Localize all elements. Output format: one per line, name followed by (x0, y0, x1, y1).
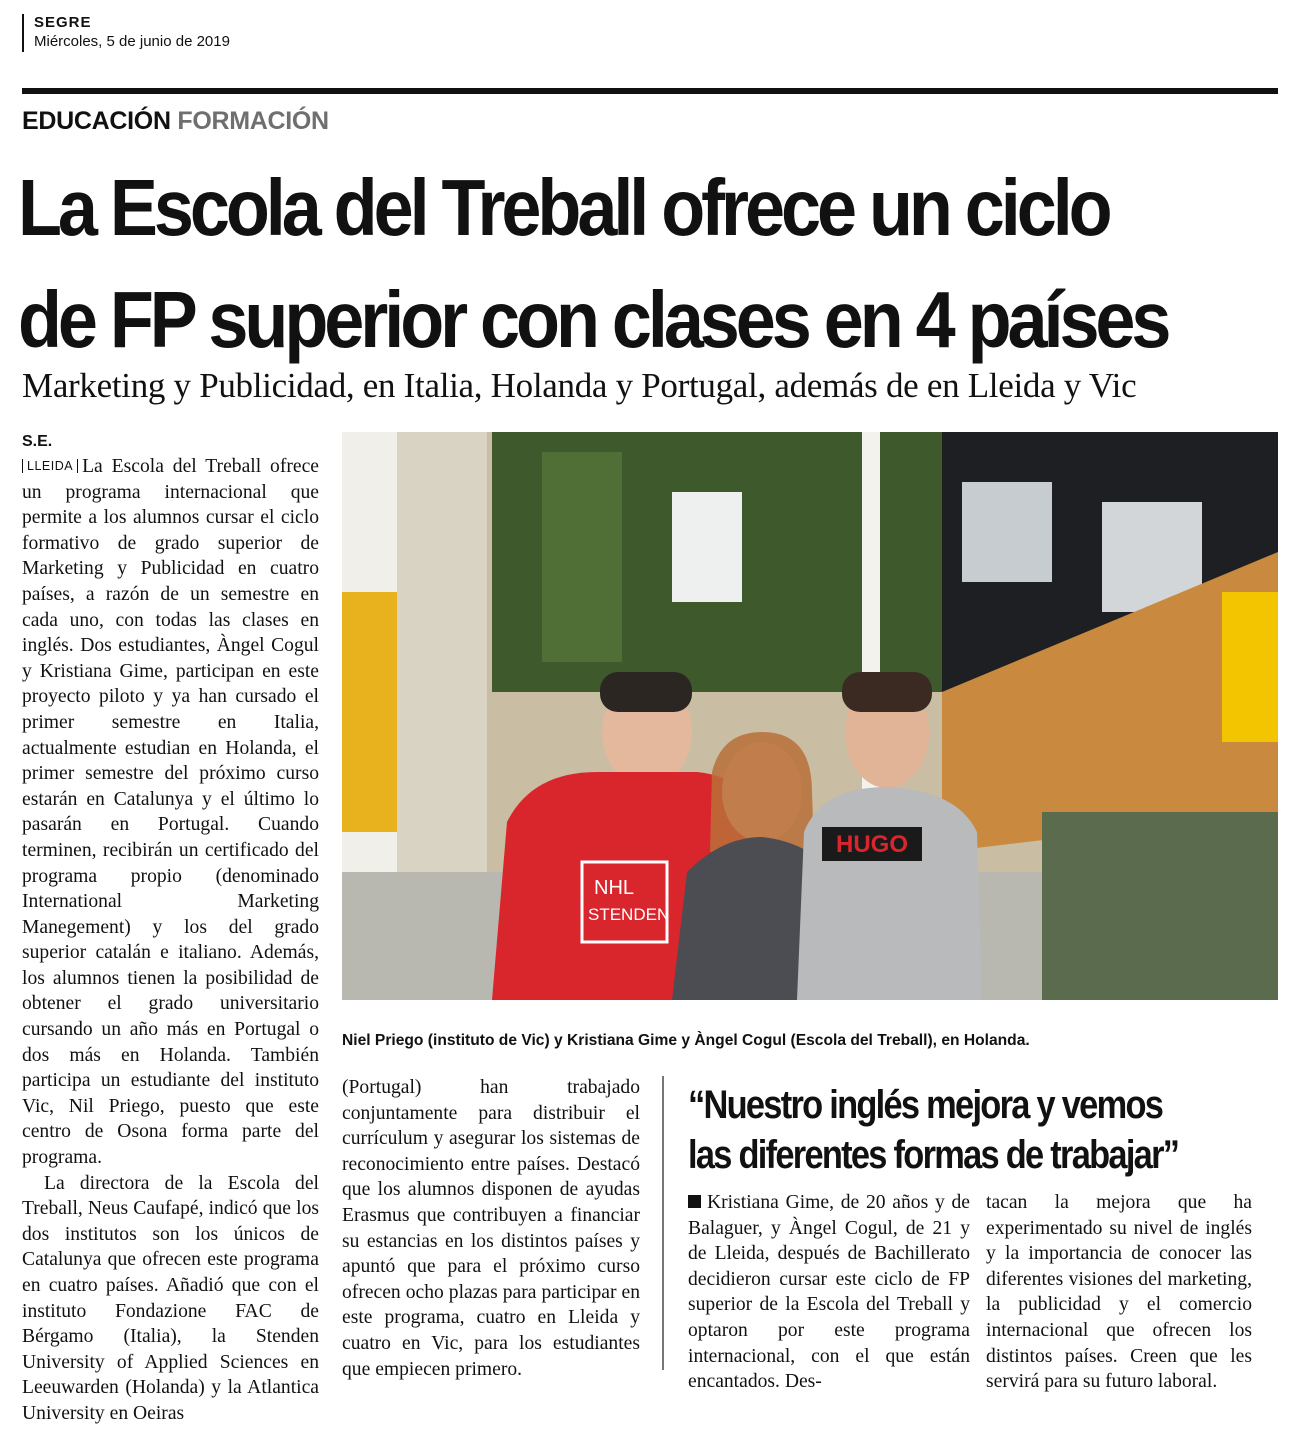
yellow-panel-right (1222, 592, 1278, 742)
person-1-hair (600, 672, 692, 712)
publication-name: SEGRE (34, 14, 92, 31)
masthead (22, 14, 230, 52)
office-window-1 (962, 482, 1052, 582)
section-sub: FORMACIÓN (177, 107, 329, 135)
sidebar-paragraph-b: tacan la mejora que ha experimentado su nivel de inglés y la importancia de conocer las diferentes visiones del marketing, la publicidad y el comercio internacional que ofrecen los distintos países. Creen que les servirá para su futuro laboral. (986, 1192, 1252, 1393)
person-2-hair (710, 732, 814, 852)
sidebar-paragraph-a (688, 1190, 970, 1395)
sidebar-text-a: Kristiana Gime, de 20 años y de Balaguer, y Àngel Cogul, de 21 y de Lleida, después de Bachillerato decidieron cursar este ciclo de FP superior de la Escola del Treball y optaron por este programa internacional, con el que están encantados. Des- (688, 1192, 970, 1393)
dateline-location: LLEIDA (22, 459, 78, 473)
top-rule (22, 88, 1278, 94)
quote-line-1: “Nuestro inglés mejora y vemos (688, 1083, 1163, 1127)
hoodie-logo-line-1: NHL (594, 877, 635, 899)
sweater-logo: HUGO (836, 831, 908, 858)
photo-illustration (342, 432, 1278, 1000)
headline-line-1: La Escola del Treball ofrece un ciclo (18, 163, 1109, 252)
article-paragraph-2: La directora de la Escola del Treball, Neus Caufapé, indicó que los dos institutos son los únicos de Catalunya que ofrecen este programa en cuatro países. Añadió que con el instituto Fondazione FAC de Bérgamo (Italia), la Stenden University of Applied Sciences en Leeuwarden (Holanda) y la Atlantica University en Oeiras (22, 1172, 319, 1424)
headline (18, 152, 1168, 376)
headline-line-2: de FP superior con clases en 4 países (18, 275, 1168, 364)
grey-sweater (797, 787, 982, 1000)
article-column-1 (22, 454, 319, 1427)
yellow-panel-left (342, 592, 402, 832)
sidebar-column-1 (688, 1190, 970, 1395)
paragraph-1-text: La Escola del Treball ofrece un programa internacional que permite a los alumnos cursar el ciclo formativo de grado superior de Marketing y Publicidad en cuatro países, a razón de un semestre en cada uno, con todas las clases en inglés. Dos estudiantes, Àngel Cogul y Kristiana Gime, participan en este proyecto piloto y ya han cursado el primer semestre en Italia, actualmente estudian en Holanda, el primer semestre del próximo curso estarán en Catalunya y el último lo pasarán en Portugal. Cuando terminen, recibirán un certificado del programa propio (denominado International Marketing Manegement) y los del grado superior catalán e italiano. Además, los alumnos tienen la posibilidad de obtener el grado universitario cursando un año más en Portugal o dos más en Holanda. También participa un estudiante del instituto Vic, Nil Priego, puesto que este centro de Osona forma parte del programa. (22, 456, 319, 1169)
window-in-green-wall (672, 492, 742, 602)
section-main: EDUCACIÓN (22, 107, 171, 135)
square-bullet-icon (688, 1195, 701, 1208)
sidebar-quote-headline (688, 1080, 1204, 1180)
byline-author: S.E. (22, 433, 53, 450)
carpet-area (1042, 812, 1278, 1000)
article-paragraph-2-continued: (Portugal) han trabajado conjuntamente para distribuir el currículum y asegurar los sistemas de reconocimiento entre países. Destacó que los alumnos disponen de ayudas Erasmus que contribuyen a financiar su estancias en los distintos países y apuntó que para el próximo curso ofrecen ocho plazas para participar en este programa, cuatro en Lleida y cuatro en Vic, para los estudiantes que empiecen primero. (342, 1077, 640, 1380)
article-column-2 (342, 1075, 640, 1382)
quote-line-2: las diferentes formas de trabajar” (688, 1133, 1179, 1177)
hoodie-logo-line-2: STENDEN (588, 905, 670, 924)
sidebar-column-2 (986, 1190, 1252, 1395)
photo-caption: Niel Priego (instituto de Vic) y Kristiana Gime y Àngel Cogul (Escola del Treball), en Holanda. (342, 1032, 1030, 1049)
publication-date: Miércoles, 5 de junio de 2019 (34, 33, 230, 50)
article-photo (342, 432, 1278, 1000)
sidebar-divider (662, 1076, 664, 1370)
person-3-hair (842, 672, 932, 712)
section-label (22, 106, 329, 136)
subheadline: Marketing y Publicidad, en Italia, Holanda y Portugal, además de en Lleida y Vic (22, 366, 1137, 405)
article-paragraph-1 (22, 454, 319, 1171)
